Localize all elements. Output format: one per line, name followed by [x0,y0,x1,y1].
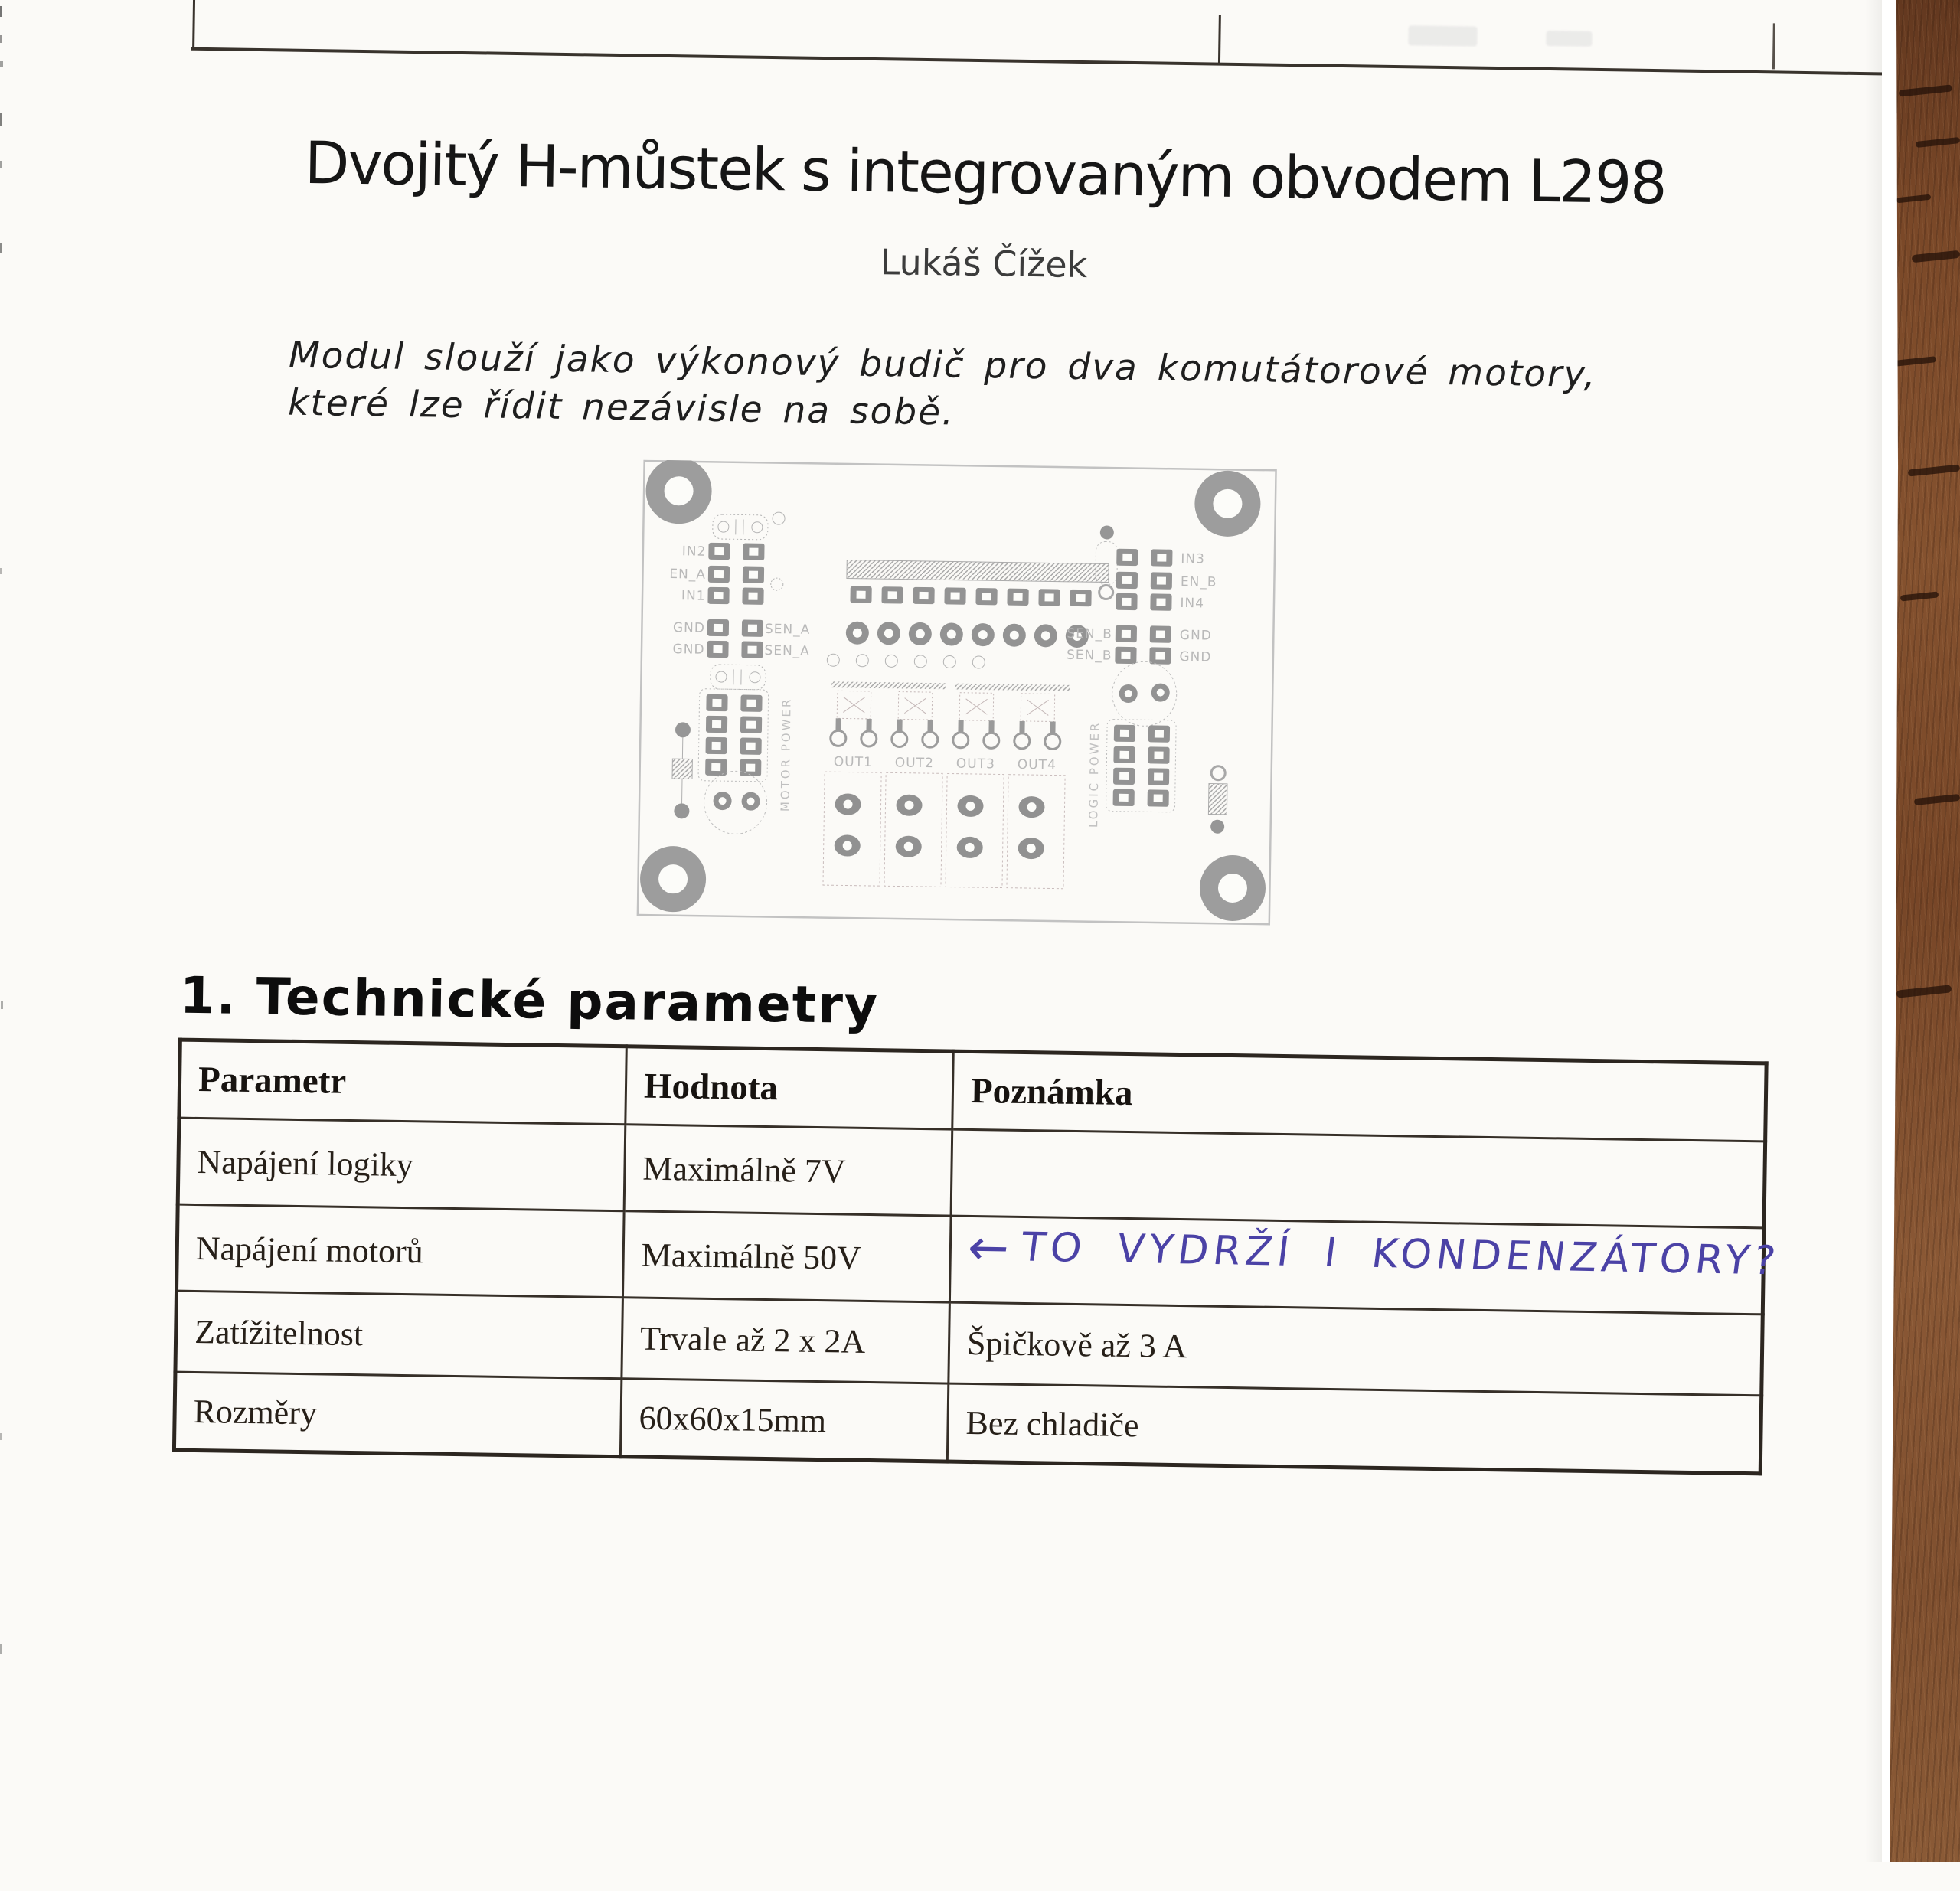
pin-label: IN2 [682,544,707,559]
table-cell: Zatížitelnost [175,1291,623,1379]
table-border-line [191,47,1898,76]
wood-grain-crack [1916,137,1960,148]
faint-pencil-mark [1408,25,1477,46]
pin-label: IN4 [1180,596,1204,611]
pin-header-right [1115,549,1172,665]
logic-power-connector [1106,720,1176,812]
wood-grain-crack [1896,194,1931,204]
mounting-hole-icon [639,460,1272,922]
intro-line: které lze řídit nezávisle na sobě. [288,380,1596,446]
out-label: OUT3 [956,756,995,772]
table-cell: Rozměry [174,1372,621,1457]
capacitor-footprint [1112,661,1177,727]
column-header: Poznámka [952,1051,1766,1141]
table-border-line [1772,23,1775,69]
table-cell: Bez chladiče [947,1383,1761,1474]
table-border-line [1218,15,1221,64]
output-stage [823,681,1070,889]
wood-grain-crack [1914,794,1960,805]
capacitor-footprint [704,771,767,834]
pcb-layout-figure [636,460,1277,926]
arrow-left-icon: ← [965,1220,1013,1277]
faint-pencil-mark [1546,31,1592,47]
pin-label: IN3 [1181,551,1205,567]
intro-paragraph [288,332,1597,446]
table-cell [951,1129,1766,1228]
author-name: Lukáš Čížek [188,231,1781,296]
table-cell: Maximálně 50V [622,1211,951,1302]
pin-label: GND [672,642,704,658]
motor-power-label: MOTOR POWER [778,697,793,812]
top-table-remnant [0,0,1960,29]
wood-grain-crack [1899,84,1953,96]
out-label: OUT1 [834,754,873,770]
pin-label: IN1 [681,588,706,603]
table-cell: Trvale až 2 x 2A [622,1298,950,1383]
table-cell: Napájení motorů [177,1204,625,1298]
table-border-line [192,0,195,49]
section-heading: 1. Technické parametry [179,966,879,1036]
pcb-outline [638,461,1276,924]
wood-grain-crack [1900,591,1939,601]
table-cell: Napájení logiky [178,1118,626,1211]
pin-label: SEN_B [1067,648,1112,664]
pin-header-left [707,543,764,658]
diode-footprint [1208,766,1227,834]
wood-grain-crack [1896,985,1952,998]
wood-grain-crack [1894,356,1937,367]
pin-label: GND [673,620,705,636]
diode-footprint [1096,525,1118,599]
pin-label: SEN_B [1067,626,1112,642]
column-header: Parametr [179,1040,626,1125]
out-label: OUT2 [895,755,934,771]
pin-label: EN_B [1181,574,1217,590]
motor-power-connector [698,689,769,782]
intro-line: Modul slouží jako výkonový budič pro dva komutátorové motory, [289,332,1597,399]
wood-grain-crack [1908,464,1960,476]
table-cell: 60x60x15mm [620,1379,948,1462]
handwritten-text: TO VYDRŽÍ I KONDENZÁTORY? [1018,1224,1782,1284]
pin-label: SEN_A [765,622,811,638]
pin-label: EN_A [669,567,706,583]
logic-power-label: LOGIC POWER [1086,720,1102,828]
diode-footprint [671,722,693,818]
pin-label: SEN_A [764,643,810,659]
pin-label: GND [1179,649,1211,665]
out-label: OUT4 [1018,757,1057,773]
table-cell: Maximálně 7V [624,1125,952,1216]
table-cell: Špičkově až 3 A [949,1302,1762,1396]
document-title: Dvojitý H-můstek s integrovaným obvodem L298 [188,127,1782,219]
pin-label: GND [1180,628,1212,644]
column-header: Hodnota [626,1047,953,1129]
wood-grain-crack [1912,250,1960,263]
